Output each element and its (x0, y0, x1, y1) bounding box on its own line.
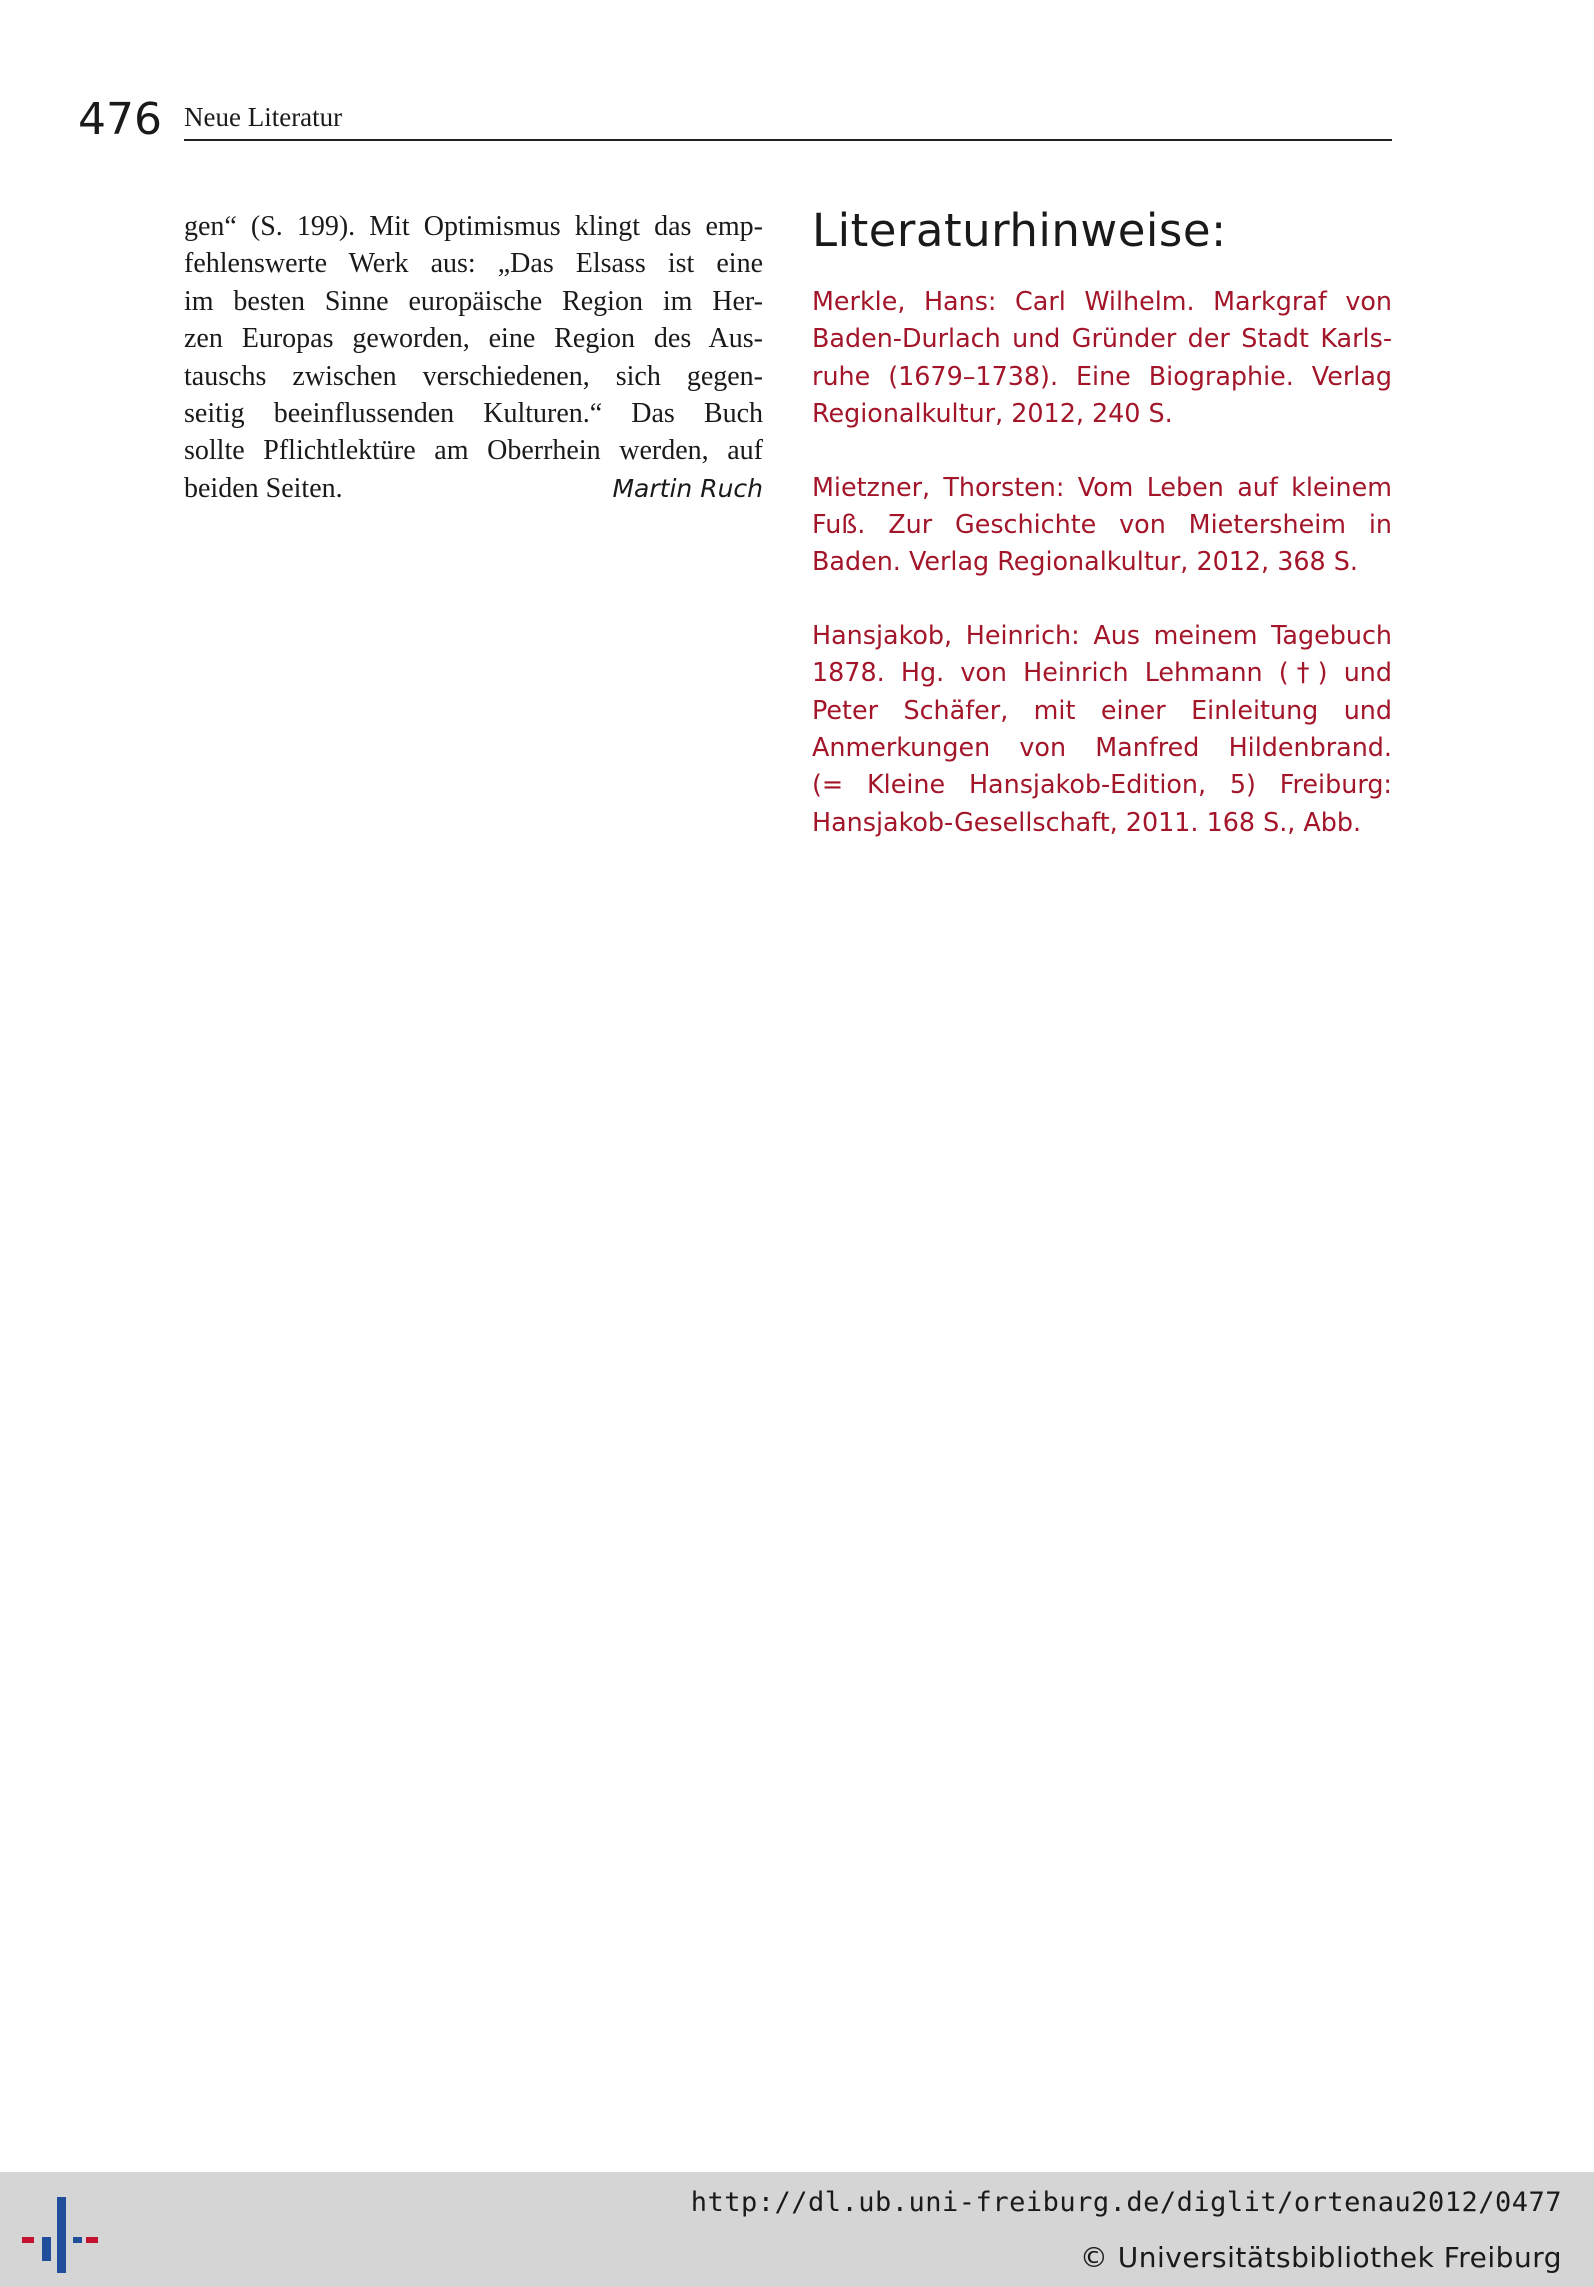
reference-line: Anmerkungen von Manfred Hildenbrand. (812, 732, 1392, 763)
footer-url-link[interactable]: http://dl.ub.uni-freiburg.de/diglit/ortenau2012/0477 (690, 2187, 1562, 2218)
reference-line: Regionalkultur, 2012, 240 S. (812, 398, 1173, 429)
reference-line: ruhe (1679–1738). Eine Biographie. Verlag (812, 360, 1392, 391)
page-number: 476 (78, 94, 162, 145)
reference-line: Merkle, Hans: Carl Wilhelm. Markgraf von (812, 286, 1392, 316)
review-text-column (184, 208, 763, 507)
reference-line: (= Kleine Hansjakob-Edition, 5) Freiburg: (812, 769, 1392, 800)
review-line: fehlenswerte Werk aus: „Das Elsass ist eine (184, 248, 763, 280)
review-line: im besten Sinne europäische Region im Her- (184, 285, 763, 317)
closing-line (184, 470, 763, 507)
running-head: Neue Literatur (184, 102, 343, 132)
literature-column (812, 203, 1392, 877)
reference-line: Hansjakob-Gesellschaft, 2011. 168 S., Abb. (812, 806, 1362, 837)
review-paragraph (184, 208, 763, 470)
reference-line: Baden. Verlag Regionalkultur, 2012, 368 S. (812, 546, 1358, 577)
review-line: seitig beeinflussenden Kulturen.“ Das Buch (184, 398, 763, 430)
reference-entry (812, 617, 1392, 841)
reference-line: 1878. Hg. von Heinrich Lehmann (†) und (812, 657, 1392, 688)
reference-line: Peter Schäfer, mit einer Einleitung und (812, 694, 1392, 725)
header-rule (184, 139, 1392, 141)
reference-line: Baden-Durlach und Gründer der Stadt Karls- (812, 323, 1392, 354)
review-line: zen Europas geworden, eine Region des Aus- (184, 323, 763, 355)
review-line: tauschs zwischen verschiedenen, sich gegen- (184, 360, 763, 392)
reference-line: Fuß. Zur Geschichte von Mietersheim in (812, 509, 1392, 540)
reference-line: Mietzner, Thorsten: Vom Leben auf kleinem (812, 471, 1392, 502)
review-line: gen“ (S. 199). Mit Optimismus klingt das emp- (184, 211, 763, 242)
section-title: Literaturhinweise: (812, 204, 1227, 257)
reference-line: Hansjakob, Heinrich: Aus meinem Tagebuch (812, 619, 1392, 650)
review-final-line: beiden Seiten. (184, 472, 343, 504)
footer-copyright: © Universitätsbibliothek Freiburg (1079, 2241, 1562, 2274)
reference-entry (812, 283, 1392, 433)
ub-freiburg-logo-icon (22, 2193, 98, 2273)
reference-entry (812, 469, 1392, 581)
review-line: sollte Pflichtlektüre am Oberrhein werden, auf (184, 435, 763, 467)
review-author: Martin Ruch (612, 473, 763, 503)
